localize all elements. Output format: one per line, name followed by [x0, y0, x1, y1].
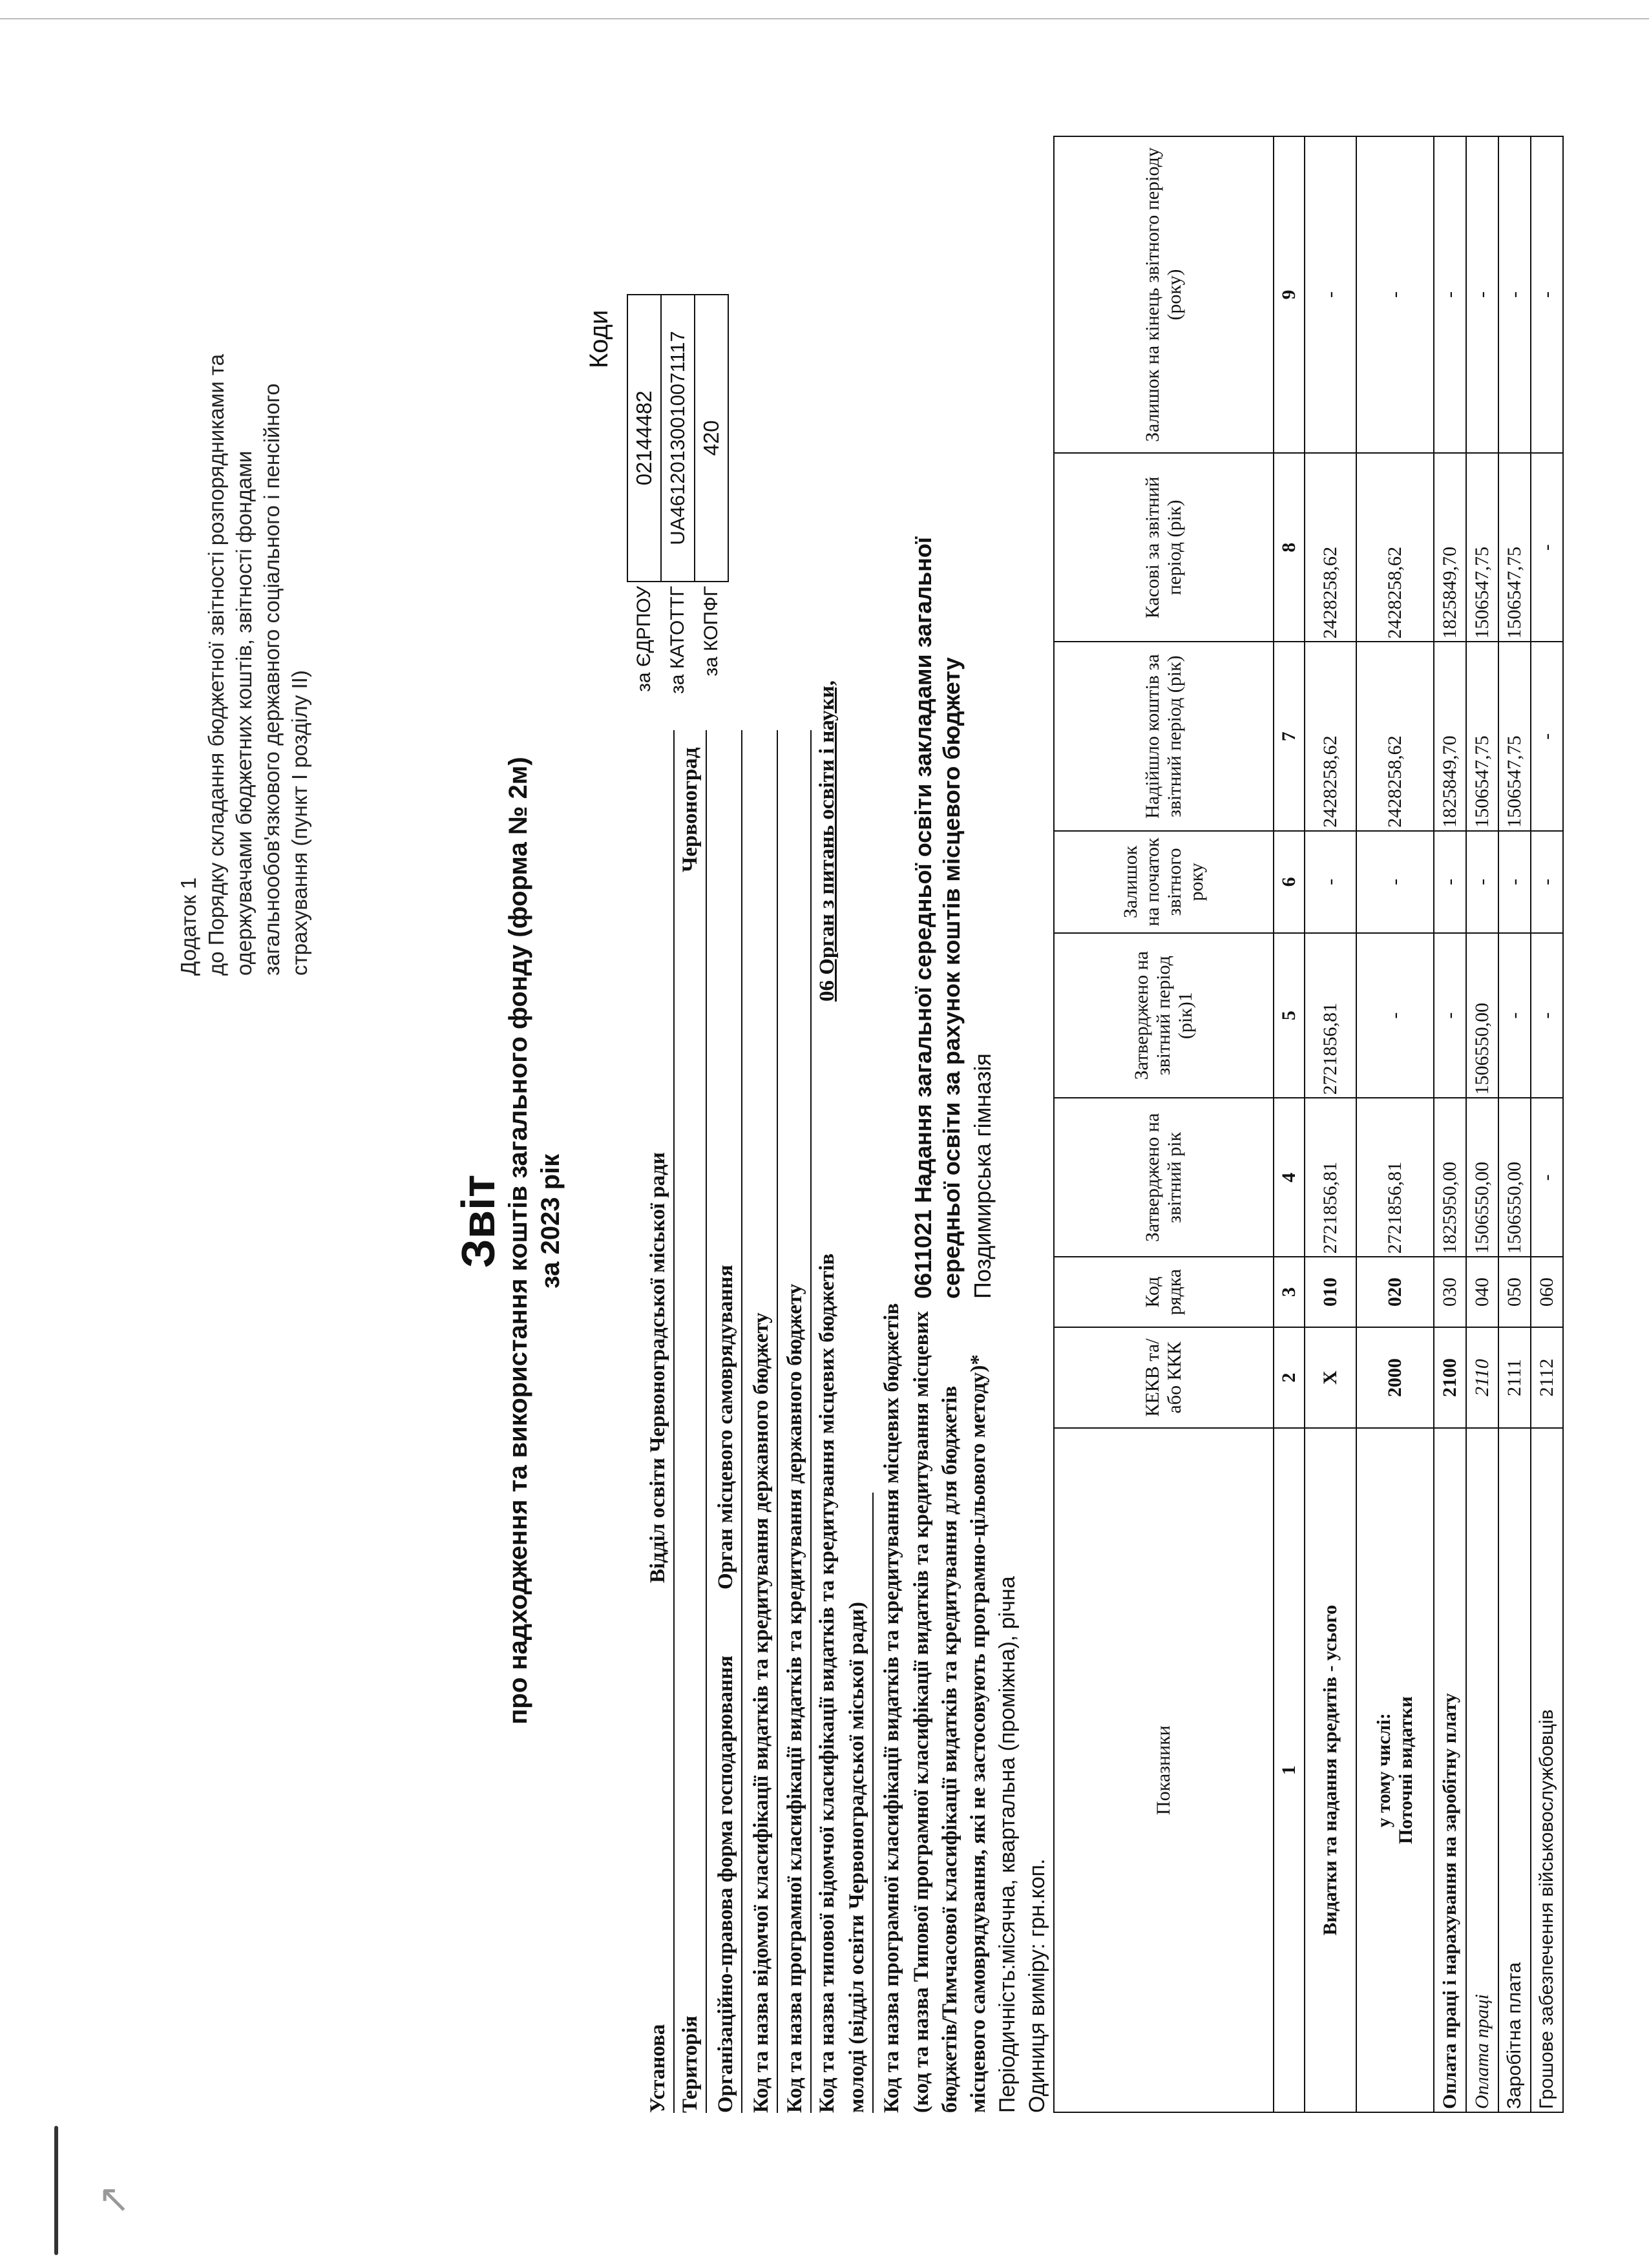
ownership-rule: [741, 730, 742, 2113]
colnum-cell: 2: [1274, 1327, 1305, 1428]
row-c8: 1825849,70: [1434, 453, 1466, 642]
row-kekv: 2100: [1434, 1327, 1466, 1428]
row-c7: 2428258,62: [1305, 642, 1356, 830]
territory-rule: [706, 730, 707, 2113]
row-c8: 1506547,75: [1466, 453, 1498, 642]
row-kekv: 2110: [1466, 1327, 1498, 1428]
row-c8: 2428258,62: [1356, 453, 1434, 642]
program-local-value-2: середньої освіти за рахунок коштів місцевого бюджету: [938, 657, 965, 1299]
row-name: Видатки та надання кредитів - усього: [1305, 1428, 1356, 2112]
row-name-line-2: Поточні видатки: [1395, 1696, 1416, 1844]
table-row: [1531, 136, 1563, 2112]
periodicity: Періодичність:місячна, квартальна (проміжна), річна: [995, 1576, 1020, 2113]
typical-dept-rule: [872, 1493, 874, 2113]
codes-row: [661, 295, 695, 698]
row-code: 040: [1466, 1257, 1498, 1327]
colnum-cell: 7: [1274, 642, 1305, 830]
dept-state-rule: [777, 730, 778, 2113]
program-local-label: Код та назва програмної класифікації видатків та кредитування місцевих бюджетів: [880, 1303, 903, 2113]
codes-label: за ЄДРПОУ: [633, 585, 655, 692]
territory-value: Червоноград: [678, 747, 702, 872]
row-kekv: 2000: [1356, 1327, 1434, 1428]
territory-label: Територія: [678, 2015, 702, 2113]
row-c8: -: [1531, 453, 1563, 642]
header-cell: Показники: [1054, 1428, 1274, 2112]
table-row: [1466, 136, 1498, 2112]
row-c4: 1506550,00: [1466, 1098, 1498, 1257]
row-c7: 1506547,75: [1498, 642, 1531, 830]
row-c4: 2721856,81: [1305, 1098, 1356, 1257]
header-cell: Затверджено на звітний період (рік)1: [1054, 933, 1274, 1098]
header-cell: Затверджено на звітний рік: [1054, 1098, 1274, 1257]
colnum-cell: 9: [1274, 136, 1305, 453]
table-colnum-row: [1274, 136, 1305, 2112]
report-title: Звіт: [453, 1174, 505, 1268]
header-cell: Код рядка: [1054, 1257, 1274, 1327]
margin-pencil-note: ↗: [90, 2183, 136, 2217]
row-c4: 1825950,00: [1434, 1098, 1466, 1257]
row-c5: 2721856,81: [1305, 933, 1356, 1098]
row-c5: -: [1531, 933, 1563, 1098]
appendix-note: [174, 103, 313, 976]
colnum-cell: 4: [1274, 1098, 1305, 1257]
codes-label: за КОПФГ: [700, 585, 722, 677]
header-cell: КЕКВ та/або ККК: [1054, 1327, 1274, 1428]
table-row: [1356, 136, 1434, 2112]
program-local-label-4: місцевого самоврядування, які не застосовують програмно-цільового методу)*: [967, 1354, 990, 2113]
row-c6: -: [1356, 831, 1434, 933]
codes-title: Коди: [585, 310, 613, 368]
program-local-value: 0611021 Надання загальної середньої освіти закладами загальної: [910, 537, 936, 1299]
typical-dept-value: 06 Орган з питань освіти і науки,: [815, 680, 839, 1002]
row-c4: 1506550,00: [1498, 1098, 1531, 1257]
program-state-rule: [810, 730, 812, 2113]
row-c7: -: [1531, 642, 1563, 830]
header-cell: Залишок на початок звітного року: [1054, 831, 1274, 933]
colnum-cell: 6: [1274, 831, 1305, 933]
colnum-cell: 1: [1274, 1428, 1305, 2112]
row-kekv: 2111: [1498, 1327, 1531, 1428]
row-name: Грошове забезпечення військовослужбовців: [1531, 1428, 1563, 2112]
row-name-line-1: у тому числі:: [1373, 1713, 1394, 1828]
row-c6: -: [1498, 831, 1531, 933]
row-name: Заробітна плата: [1498, 1428, 1531, 2112]
ownership-label: Організаційно-правова форма господарювання: [714, 1655, 737, 2113]
row-name: [1356, 1428, 1434, 2112]
row-kekv: Х: [1305, 1327, 1356, 1428]
row-code: 050: [1498, 1257, 1531, 1327]
table-row: [1434, 136, 1466, 2112]
institution-rule: [673, 730, 675, 2113]
row-c9: -: [1356, 136, 1434, 453]
codes-value: UA46120130010071117: [661, 295, 695, 582]
row-c6: -: [1531, 831, 1563, 933]
row-code: 020: [1356, 1257, 1434, 1327]
row-c8: 1506547,75: [1498, 453, 1531, 642]
row-c9: -: [1498, 136, 1531, 453]
row-c5: -: [1434, 933, 1466, 1098]
header-cell: Надійшло коштів за звітний період (рік): [1054, 642, 1274, 830]
report-period: за 2023 рік: [536, 1153, 565, 1289]
table-row: [1305, 136, 1356, 2112]
institution-label: Установа: [646, 2024, 669, 2113]
row-c6: -: [1466, 831, 1498, 933]
typical-dept-label: Код та назва типової відомчої класифікації видатків та кредитування місцевих бюджетів: [815, 1253, 839, 2113]
codes-label: за КАТОТТГ: [667, 585, 688, 694]
row-c7: 2428258,62: [1356, 642, 1434, 830]
row-c5: -: [1356, 933, 1434, 1098]
appendix-line-1: до Порядку складання бюджетної звітності розпорядниками та: [204, 353, 228, 976]
row-c5: 1506550,00: [1466, 933, 1498, 1098]
typical-dept-value-2: молоді (відділ освіти Червоноградської міської ради): [845, 1602, 868, 2113]
codes-table: [627, 294, 729, 698]
school-name: Поздимирська гімназія: [969, 1053, 996, 1299]
codes-value: 02144482: [627, 295, 661, 582]
table-row: [1498, 136, 1531, 2112]
appendix-line-2: одержувачами бюджетних коштів, звітності фондами: [232, 450, 256, 976]
report-subtitle: про надходження та використання коштів загального фонду (форма № 2м): [504, 757, 532, 1725]
row-c9: -: [1466, 136, 1498, 453]
row-kekv: 2112: [1531, 1327, 1563, 1428]
row-c9: -: [1531, 136, 1563, 453]
row-name: Оплата праці: [1466, 1428, 1498, 2112]
codes-value: 420: [695, 295, 728, 582]
institution-value: Відділ освіти Червоноградської міської ради: [646, 1152, 669, 1583]
program-state-label: Код та назва програмної класифікації видатків та кредитування державного бюджету: [783, 1283, 806, 2113]
appendix-line-3: загальнообов'язкового державного соціального і пенсійного: [260, 383, 284, 976]
program-local-label-3: бюджетів/Тимчасової класифікації видатків та кредитування для бюджетів: [938, 1385, 961, 2113]
program-local-label-2: (код та назва Типової програмної класифікації видатків та кредитування місцевих: [910, 1311, 933, 2113]
row-code: 010: [1305, 1257, 1356, 1327]
row-c9: -: [1305, 136, 1356, 453]
report-table: [1053, 136, 1564, 2113]
row-code: 030: [1434, 1257, 1466, 1327]
row-name: Оплата праці і нарахування на заробітну плату: [1434, 1428, 1466, 2112]
row-c4: 2721856,81: [1356, 1098, 1434, 1257]
dept-state-label: Код та назва відомчої класифікації видатків та кредитування державного бюджету: [750, 1312, 773, 2113]
codes-row: [627, 295, 661, 698]
appendix-line-4: страхування (пункт I розділу II): [288, 670, 311, 976]
row-code: 060: [1531, 1257, 1563, 1327]
row-c7: 1825849,70: [1434, 642, 1466, 830]
colnum-cell: 8: [1274, 453, 1305, 642]
row-c4: -: [1531, 1098, 1563, 1257]
row-c8: 2428258,62: [1305, 453, 1356, 642]
row-c9: -: [1434, 136, 1466, 453]
colnum-cell: 5: [1274, 933, 1305, 1098]
row-c6: -: [1305, 831, 1356, 933]
colnum-cell: 3: [1274, 1257, 1305, 1327]
ownership-value: Орган місцевого самоврядування: [714, 1265, 737, 1590]
codes-row: [695, 295, 728, 698]
table-header-row: [1054, 136, 1274, 2112]
unit-label: Одиниця виміру: грн.коп.: [1025, 1858, 1049, 2113]
row-c7: 1506547,75: [1466, 642, 1498, 830]
appendix-title: Додаток 1: [176, 877, 200, 976]
header-cell: Касові за звітний період (рік): [1054, 453, 1274, 642]
header-cell: Залишок на кінець звітного періоду (року): [1054, 136, 1274, 453]
row-c6: -: [1434, 831, 1466, 933]
row-c5: -: [1498, 933, 1531, 1098]
